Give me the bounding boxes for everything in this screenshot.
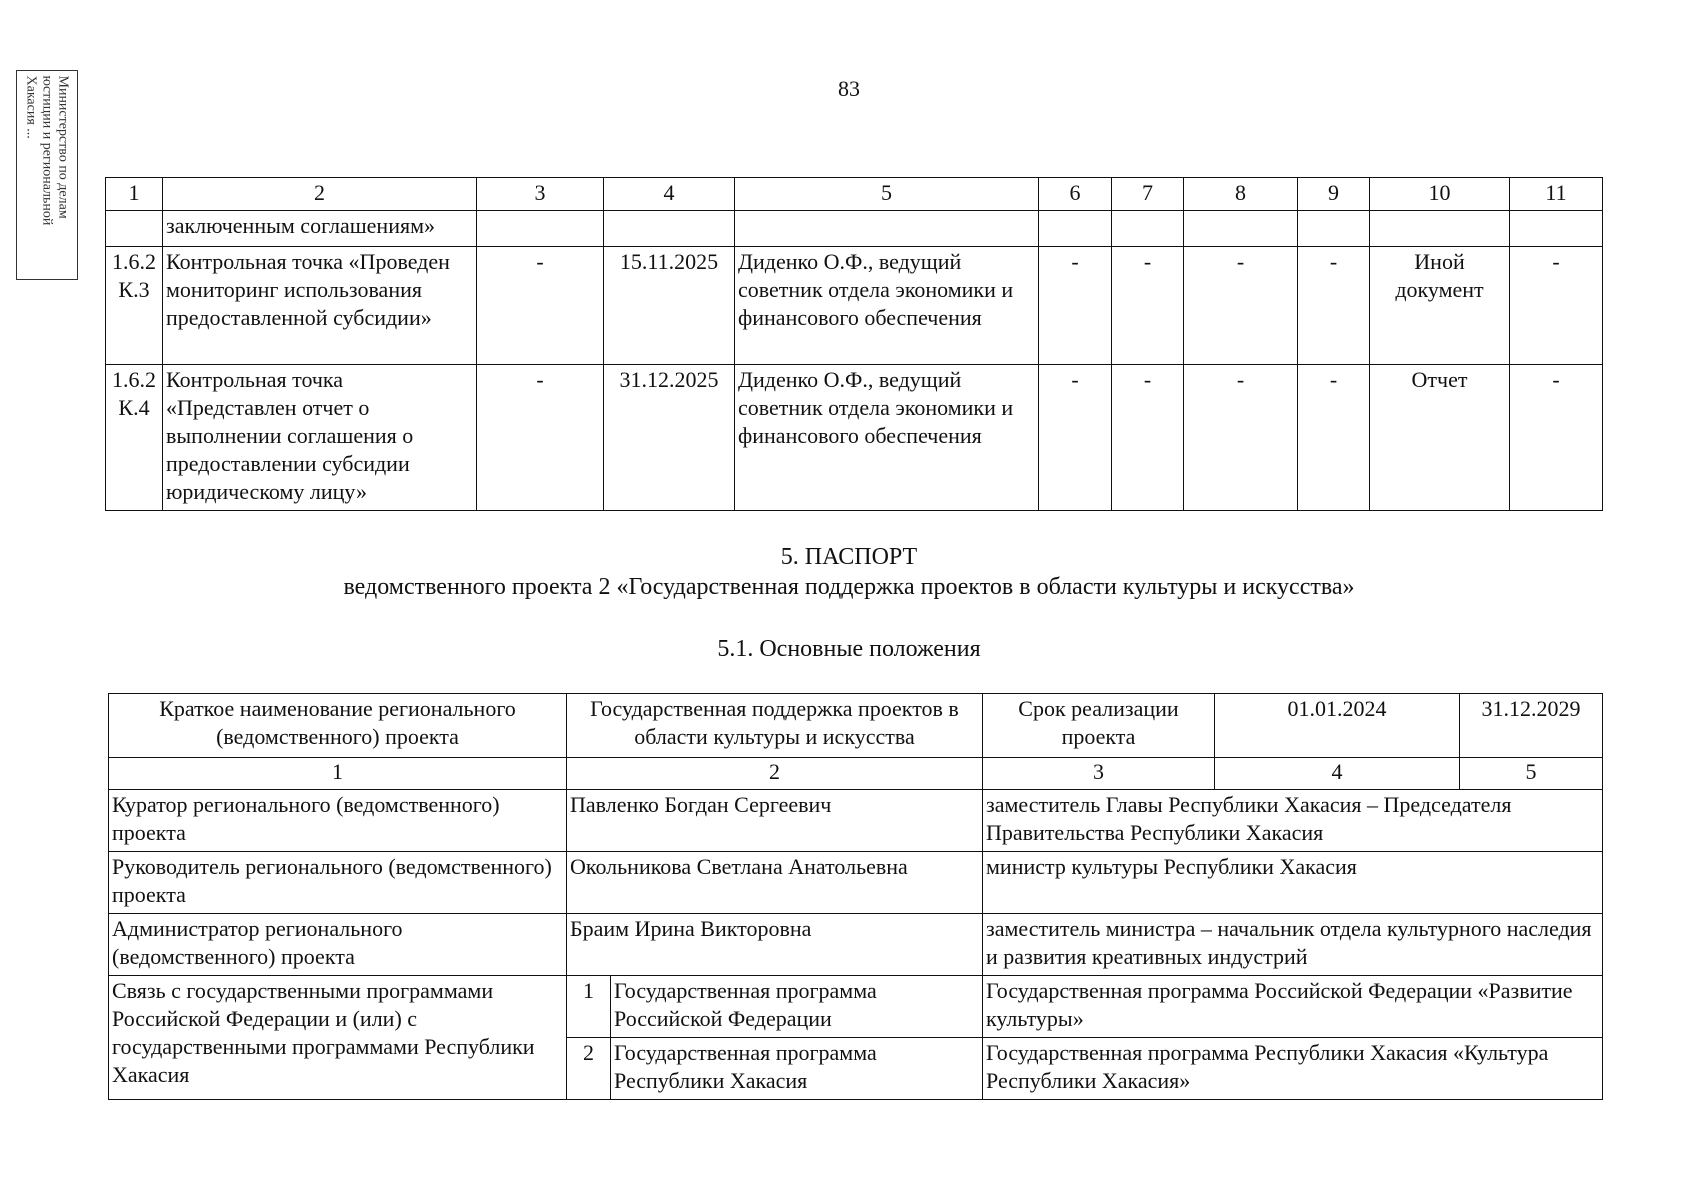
column-number: 2 [567, 758, 983, 790]
table-row [106, 211, 1603, 247]
column-number: 5 [735, 178, 1039, 211]
program-link-label: Связь с государственными программами Российской Федерации и (или) с государственными программами Республики Хакасия [109, 976, 567, 1100]
column-number: 6 [1039, 178, 1112, 211]
term-label: Срок реализации проекта [983, 694, 1215, 758]
curator-label: Куратор регионального (ведомственного) проекта [109, 790, 567, 852]
column-number: 2 [163, 178, 477, 211]
cell [1370, 211, 1510, 247]
row-code [106, 211, 163, 247]
cell [735, 211, 1039, 247]
head-position: министр культуры Республики Хакасия [983, 852, 1603, 914]
cell: - [1298, 365, 1370, 511]
column-number: 5 [1460, 758, 1603, 790]
cell [604, 211, 735, 247]
head-name: Окольникова Светлана Анатольевна [567, 852, 983, 914]
program-number: 2 [567, 1038, 611, 1100]
program-number: 1 [567, 976, 611, 1038]
cell: - [1039, 365, 1112, 511]
cell: - [1510, 365, 1603, 511]
column-number: 4 [604, 178, 735, 211]
cell [1112, 211, 1184, 247]
cell [1184, 211, 1298, 247]
end-date: 31.12.2029 [1460, 694, 1603, 758]
page-number: 83 [838, 76, 860, 101]
admin-position: заместитель министра – начальник отдела культурного наследия и развития креативных индустрий [983, 914, 1603, 976]
passport-table [108, 693, 1603, 1100]
stamp-line: юстиции и региональной [39, 75, 55, 226]
table-number-row [109, 758, 1603, 790]
cell [1510, 211, 1603, 247]
cell: - [1112, 247, 1184, 365]
head-label: Руководитель регионального (ведомственного) проекта [109, 852, 567, 914]
curator-name: Павленко Богдан Сергеевич [567, 790, 983, 852]
short-name-value: Государственная поддержка проектов в области культуры и искусства [567, 694, 983, 758]
stamp-line: Хакасия ... [23, 75, 39, 139]
cell: - [477, 365, 604, 511]
column-number: 3 [477, 178, 604, 211]
program-name: Государственная программа Республики Хакасия «Культура Республики Хакасия» [983, 1038, 1603, 1100]
row-name: Контрольная точка «Представлен отчет о выполнении соглашения о предоставлении субсидии юридическому лицу» [163, 365, 477, 511]
column-number: 3 [983, 758, 1215, 790]
program-name: Государственная программа Российской Федерации «Развитие культуры» [983, 976, 1603, 1038]
cell: - [1510, 247, 1603, 365]
table-row [109, 976, 1603, 1038]
column-number: 8 [1184, 178, 1298, 211]
cell: - [1184, 247, 1298, 365]
table-row [109, 852, 1603, 914]
column-number: 1 [109, 758, 567, 790]
column-number: 1 [106, 178, 163, 211]
row-code: 1.6.2 К.3 [106, 247, 163, 365]
control-points-table [105, 177, 1603, 511]
column-number: 11 [1510, 178, 1603, 211]
table-header-row [106, 178, 1603, 211]
cell: - [1112, 365, 1184, 511]
responsible-cell: Диденко О.Ф., ведущий советник отдела экономики и финансового обеспечения [735, 365, 1039, 511]
subsection-title: 5.1. Основные положения [717, 636, 981, 662]
short-name-label: Краткое наименование регионального (ведомственного) проекта [109, 694, 567, 758]
table-row [109, 790, 1603, 852]
date-cell: 31.12.2025 [604, 365, 735, 511]
program-type: Государственная программа Республики Хакасия [611, 1038, 983, 1100]
stamp-text [23, 76, 71, 291]
date-cell: 15.11.2025 [604, 247, 735, 365]
section-subtitle: ведомственного проекта 2 «Государственная поддержка проектов в области культуры и искусства» [343, 574, 1355, 600]
admin-name: Браим Ирина Викторовна [567, 914, 983, 976]
cell: - [1184, 365, 1298, 511]
cell: - [477, 247, 604, 365]
curator-position: заместитель Главы Республики Хакасия – Председателя Правительства Республики Хакасия [983, 790, 1603, 852]
cell [477, 211, 604, 247]
table-row [109, 914, 1603, 976]
row-code: 1.6.2 К.4 [106, 365, 163, 511]
table-row [106, 247, 1603, 365]
cell [1298, 211, 1370, 247]
row-name: заключенным соглашениям» [163, 211, 477, 247]
column-number: 7 [1112, 178, 1184, 211]
document-type-cell: Отчет [1370, 365, 1510, 511]
responsible-cell: Диденко О.Ф., ведущий советник отдела экономики и финансового обеспечения [735, 247, 1039, 365]
row-name: Контрольная точка «Проведен мониторинг использования предоставленной субсидии» [163, 247, 477, 365]
column-number: 9 [1298, 178, 1370, 211]
cell [1039, 211, 1112, 247]
section-title: 5. ПАСПОРТ [780, 544, 918, 570]
program-type: Государственная программа Российской Федерации [611, 976, 983, 1038]
table-row [109, 694, 1603, 758]
admin-label: Администратор регионального (ведомственного) проекта [109, 914, 567, 976]
stamp-line: Министерство по делам [55, 75, 71, 219]
column-number: 4 [1215, 758, 1460, 790]
document-type-cell: Иной документ [1370, 247, 1510, 365]
column-number: 10 [1370, 178, 1510, 211]
cell: - [1039, 247, 1112, 365]
table-row [106, 365, 1603, 511]
start-date: 01.01.2024 [1215, 694, 1460, 758]
cell: - [1298, 247, 1370, 365]
